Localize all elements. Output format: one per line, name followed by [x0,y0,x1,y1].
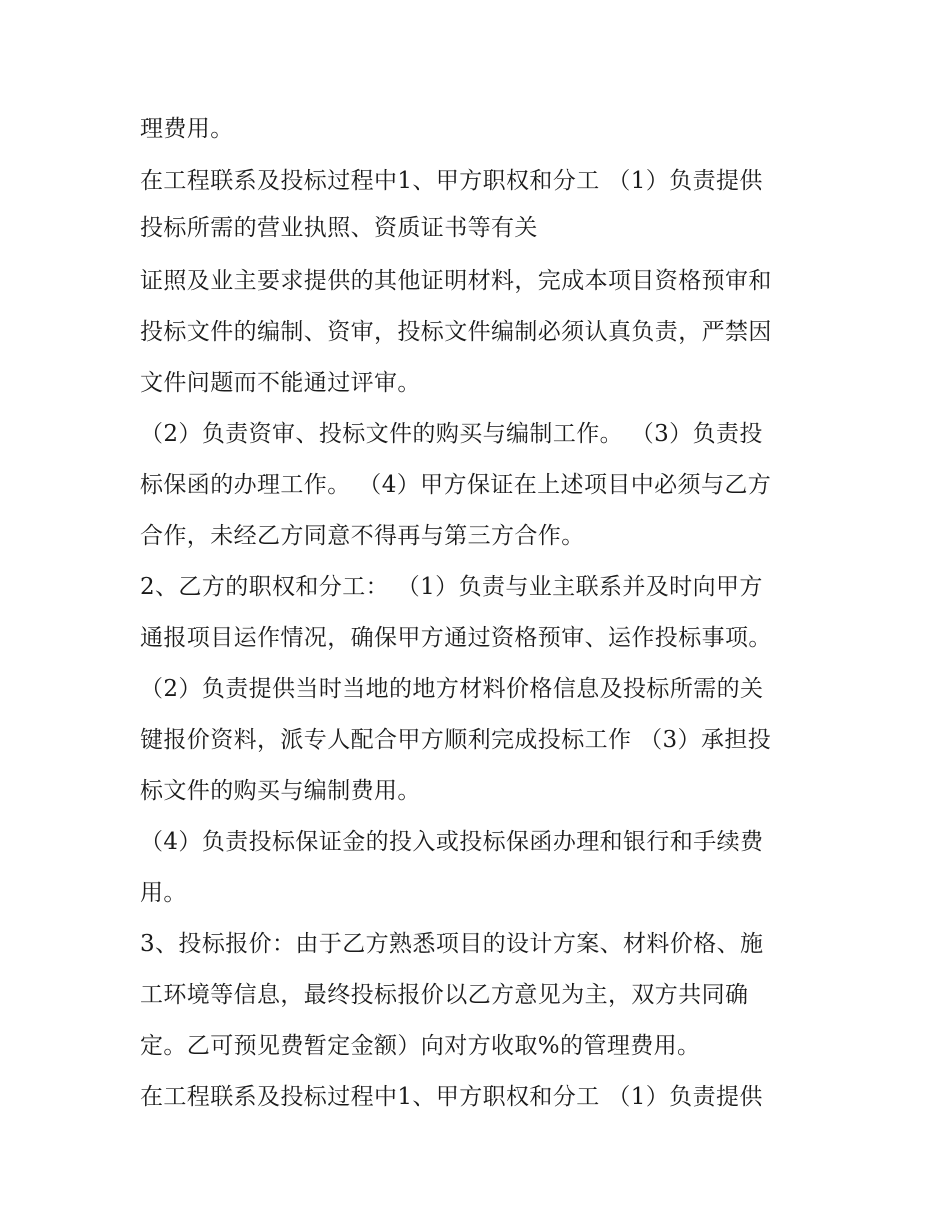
text-line-14: 标文件的购买与编制费用。 [140,778,421,804]
text-line-3: 投标所需的营业执照、资质证书等有关 [140,215,538,241]
text-line-13: 键报价资料，派专人配合甲方顺利完成投标工作 （3）承担投 [140,727,772,753]
text-line-17: 3、投标报价：由于乙方熟悉项目的设计方案、材料价格、施 [140,931,764,957]
text-line-19: 定。乙可预见费暂定金额）向对方收取%的管理费用。 [140,1033,701,1059]
text-line-15: （4）负责投标保证金的投入或投标保函办理和银行和手续费 [140,829,764,855]
text-line-1: 理费用。 [140,116,234,142]
text-line-7: （2）负责资审、投标文件的购买与编制工作。 （3）负责投 [140,421,763,447]
text-line-6: 文件问题而不能通过评审。 [140,370,421,396]
text-line-20: 在工程联系及投标过程中1、甲方职权和分工 （1）负责提供 [140,1084,763,1110]
text-line-4: 证照及业主要求提供的其他证明材料，完成本项目资格预审和 [140,268,772,294]
text-line-9: 合作，未经乙方同意不得再与第三方合作。 [140,523,585,549]
text-line-16: 用。 [140,880,187,906]
text-line-8: 标保函的办理工作。 （4）甲方保证在上述项目中必须与乙方 [140,472,772,498]
text-line-5: 投标文件的编制、资审，投标文件编制必须认真负责，严禁因 [140,319,772,345]
text-line-12: （2）负责提供当时当地的地方材料价格信息及投标所需的关 [140,676,764,702]
text-line-2: 在工程联系及投标过程中1、甲方职权和分工 （1）负责提供 [140,168,763,194]
text-line-11: 通报项目运作情况，确保甲方通过资格预审、运作投标事项。 [140,625,772,651]
text-line-18: 工环境等信息，最终投标报价以乙方意见为主，双方共同确 [140,982,749,1008]
text-line-10: 2、乙方的职权和分工： （1）负责与业主联系并及时向甲方 [140,574,763,600]
